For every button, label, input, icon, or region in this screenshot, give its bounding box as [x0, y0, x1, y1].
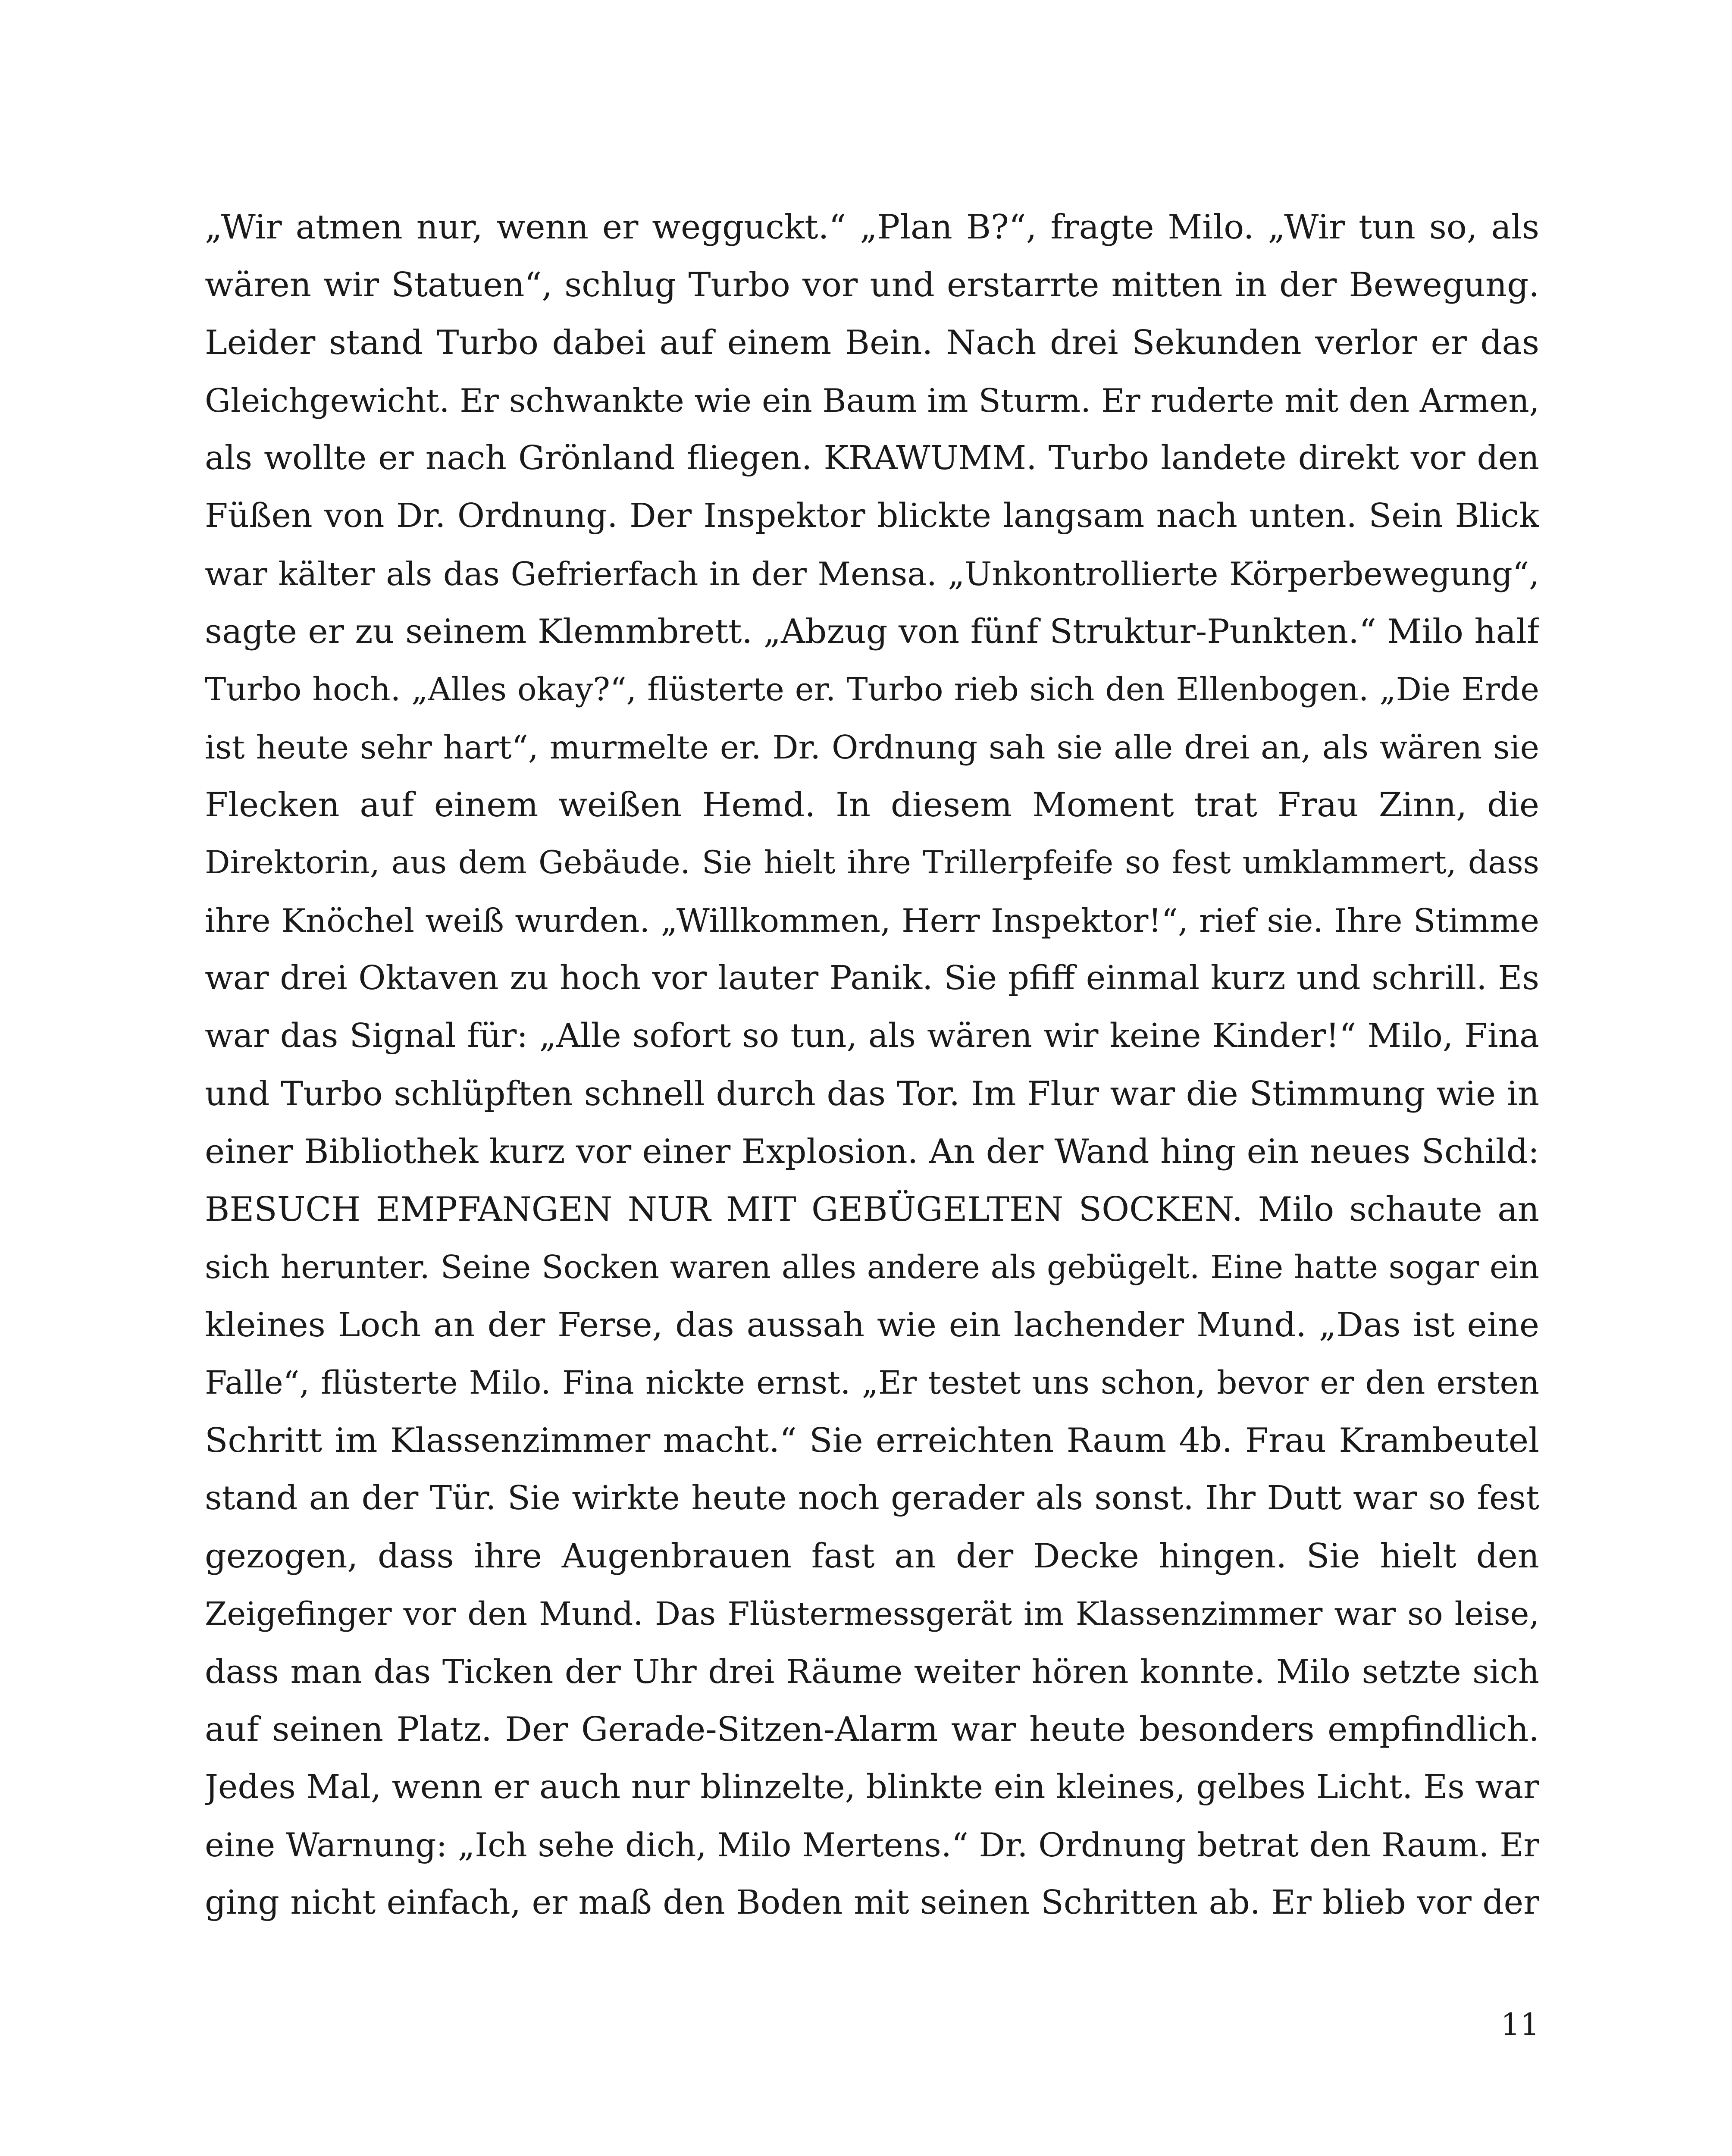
- text-line: war das Signal für: „Alle sofort so tun, als wären wir keine Kinder!“ Milo, Fina: [205, 1017, 1539, 1055]
- text-line: einer Bibliothek kurz vor einer Explosion. An der Wand hing ein neues Schild:: [205, 1132, 1539, 1171]
- text-line: Gleichgewicht. Er schwankte wie ein Baum im Sturm. Er ruderte mit den Armen,: [205, 382, 1539, 420]
- text-line: Turbo hoch. „Alles okay?“, flüsterte er. Turbo rieb sich den Ellenbogen. „Die Erde: [205, 671, 1539, 708]
- text-line: eine Warnung: „Ich sehe dich, Milo Mertens.“ Dr. Ordnung betrat den Raum. Er: [205, 1826, 1539, 1864]
- text-line: „Wir atmen nur, wenn er wegguckt.“ „Plan B?“, fragte Milo. „Wir tun so, als: [205, 208, 1539, 247]
- text-line: als wollte er nach Grönland fliegen. KRAWUMM. Turbo landete direkt vor den: [205, 439, 1539, 477]
- text-line: dass man das Ticken der Uhr drei Räume weiter hören konnte. Milo setzte sich: [205, 1652, 1539, 1691]
- text-line: Füßen von Dr. Ordnung. Der Inspektor blickte langsam nach unten. Sein Blick: [205, 497, 1539, 535]
- text-line: sagte er zu seinem Klemmbrett. „Abzug von fünf Struktur-Punkten.“ Milo half: [205, 612, 1539, 651]
- text-line: sich herunter. Seine Socken waren alles andere als gebügelt. Eine hatte sogar ein: [205, 1249, 1539, 1286]
- text-line: ist heute sehr hart“, murmelte er. Dr. Ordnung sah sie alle drei an, als wären sie: [205, 728, 1539, 766]
- text-line: Leider stand Turbo dabei auf einem Bein. Nach drei Sekunden verlor er das: [205, 323, 1539, 362]
- page-number: 11: [1500, 2007, 1539, 2042]
- text-line: Schritt im Klassenzimmer macht.“ Sie erreichten Raum 4b. Frau Krambeutel: [205, 1421, 1539, 1460]
- text-line: wären wir Statuen“, schlug Turbo vor und erstarrte mitten in der Bewegung.: [205, 266, 1539, 304]
- text-line: stand an der Tür. Sie wirkte heute noch gerader als sonst. Ihr Dutt war so fest: [205, 1479, 1539, 1517]
- text-line: Flecken auf einem weißen Hemd. In diesem Moment trat Frau Zinn, die: [205, 786, 1539, 824]
- text-line: auf seinen Platz. Der Gerade-Sitzen-Alarm war heute besonders empfindlich.: [205, 1710, 1539, 1749]
- body-text: [205, 198, 1539, 1932]
- text-line: BESUCH EMPFANGEN NUR MIT GEBÜGELTEN SOCKEN. Milo schaute an: [205, 1190, 1539, 1229]
- text-line: ihre Knöchel weiß wurden. „Willkommen, Herr Inspektor!“, rief sie. Ihre Stimme: [205, 902, 1539, 940]
- text-line: war kälter als das Gefrierfach in der Mensa. „Unkontrollierte Körperbewegung“,: [205, 555, 1539, 593]
- text-line: Jedes Mal, wenn er auch nur blinzelte, blinkte ein kleines, gelbes Licht. Es war: [205, 1768, 1539, 1806]
- text-line: Falle“, flüsterte Milo. Fina nickte ernst. „Er testet uns schon, bevor er den ersten: [205, 1364, 1539, 1401]
- text-line: und Turbo schlüpften schnell durch das Tor. Im Flur war die Stimmung wie in: [205, 1075, 1539, 1113]
- text-line: ging nicht einfach, er maß den Boden mit seinen Schritten ab. Er blieb vor der: [205, 1883, 1539, 1922]
- text-line: war drei Oktaven zu hoch vor lauter Panik. Sie pfiff einmal kurz und schrill. Es: [205, 959, 1539, 997]
- text-line: Direktorin, aus dem Gebäude. Sie hielt ihre Trillerpfeife so fest umklammert, dass: [205, 844, 1539, 881]
- text-line: gezogen, dass ihre Augenbrauen fast an der Decke hingen. Sie hielt den: [205, 1537, 1539, 1576]
- text-line: kleines Loch an der Ferse, das aussah wie ein lachender Mund. „Das ist eine: [205, 1306, 1539, 1344]
- text-line: Zeigefinger vor den Mund. Das Flüstermessgerät im Klassenzimmer war so leise,: [205, 1595, 1539, 1633]
